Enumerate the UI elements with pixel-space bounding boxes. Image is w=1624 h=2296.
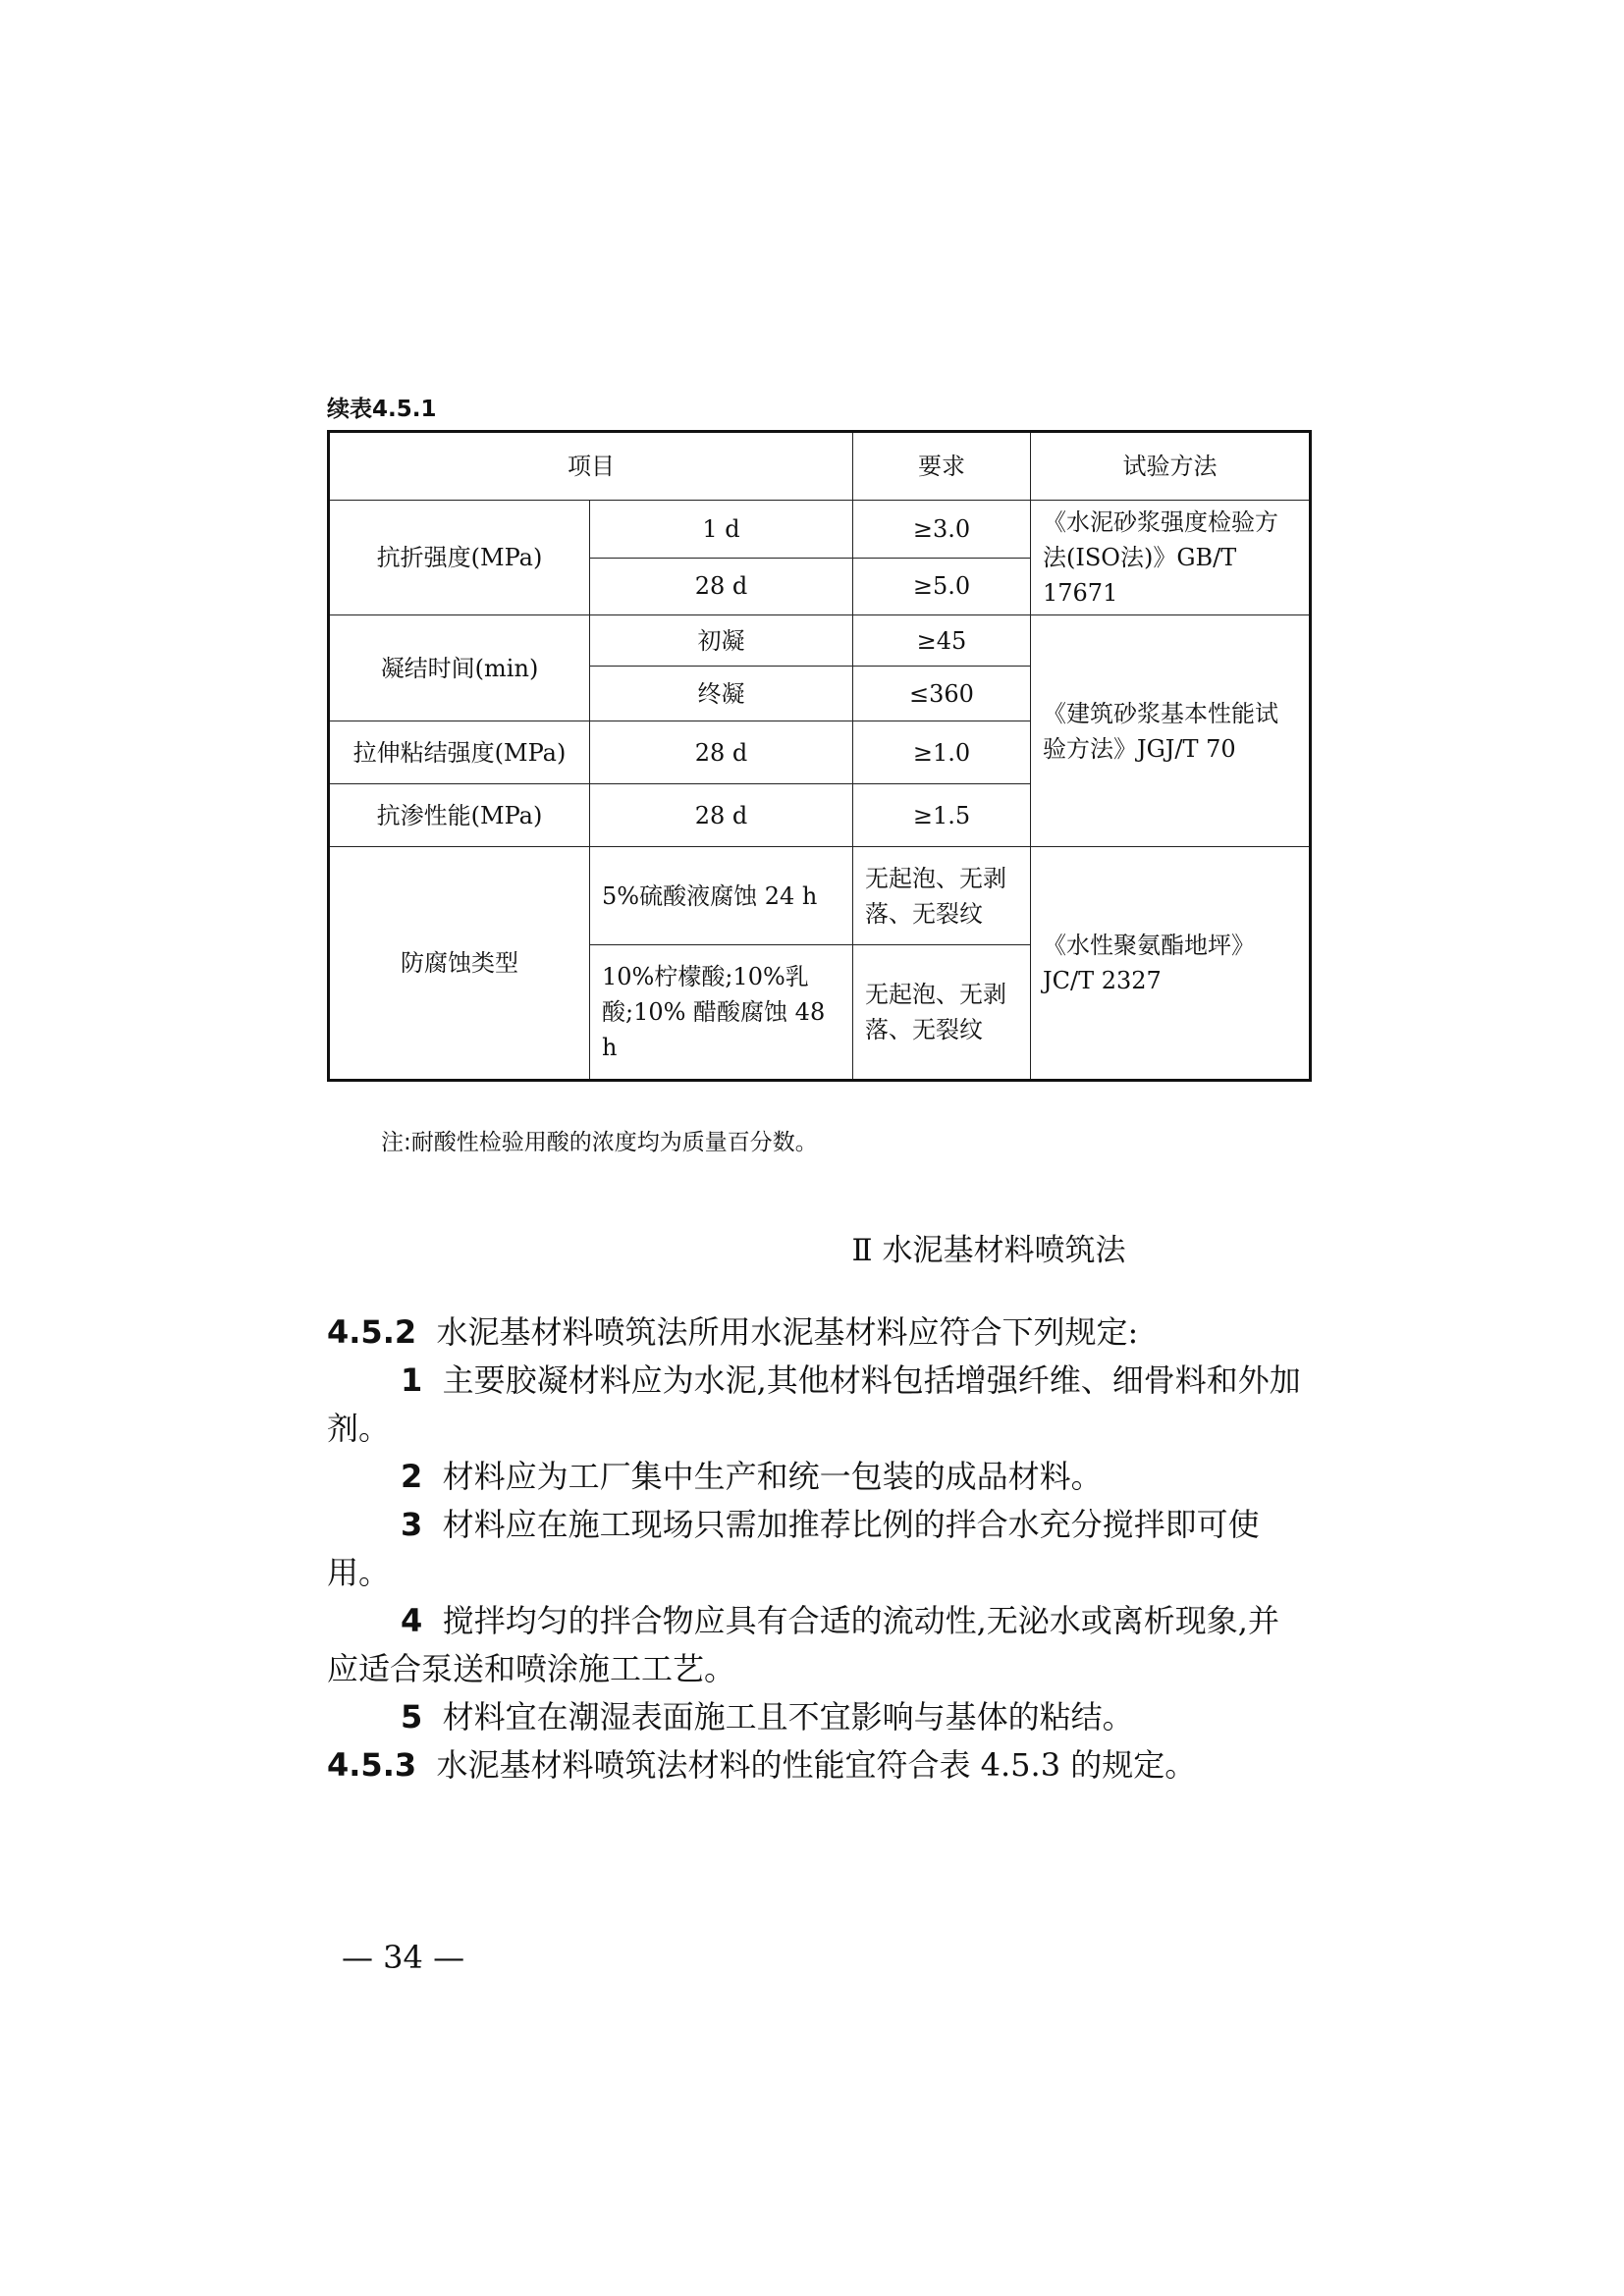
row-requirement: 无起泡、无剥落、无裂纹 <box>853 847 1031 945</box>
item-text: 材料应在施工现场只需加推荐比例的拌合水充分搅拌即可使用。 <box>327 1506 1260 1591</box>
row-requirement: ≤360 <box>853 667 1031 721</box>
row-requirement: ≥45 <box>853 615 1031 667</box>
page-number: — 34 — <box>342 1939 465 1976</box>
list-item <box>327 1597 1309 1693</box>
row-sub: 28 d <box>590 784 853 847</box>
item-text: 搅拌均匀的拌合物应具有合适的流动性,无泌水或离析现象,并应适合泵送和喷涂施工工艺。 <box>327 1602 1279 1687</box>
row-sub: 28 d <box>590 721 853 784</box>
row-method: 《建筑砂浆基本性能试验方法》JGJ/T 70 <box>1031 615 1311 847</box>
row-requirement: ≥5.0 <box>853 558 1031 615</box>
header-item: 项目 <box>329 432 853 501</box>
clause-text: 水泥基材料喷筑法所用水泥基材料应符合下列规定: <box>436 1313 1139 1351</box>
spec-table <box>327 430 1312 1082</box>
list-item <box>327 1357 1309 1453</box>
table-row <box>329 501 1311 559</box>
clause-number: 4.5.3 <box>327 1746 417 1784</box>
row-label: 凝结时间(min) <box>329 615 590 721</box>
list-item <box>327 1693 1309 1741</box>
row-sub: 5%硫酸液腐蚀 24 h <box>590 847 853 945</box>
row-sub: 终凝 <box>590 667 853 721</box>
clause-text: 水泥基材料喷筑法材料的性能宜符合表 4.5.3 的规定。 <box>436 1746 1197 1784</box>
item-number: 4 <box>401 1602 423 1639</box>
table-row <box>329 615 1311 667</box>
row-label: 防腐蚀类型 <box>329 847 590 1081</box>
clause-4-5-2 <box>327 1308 1309 1357</box>
item-number: 2 <box>401 1458 423 1495</box>
row-method: 《水性聚氨酯地坪》JC/T 2327 <box>1031 847 1311 1081</box>
row-requirement: ≥3.0 <box>853 501 1031 559</box>
item-text: 主要胶凝材料应为水泥,其他材料包括增强纤维、细骨料和外加剂。 <box>327 1362 1301 1447</box>
table-note: 注:耐酸性检验用酸的浓度均为质量百分数。 <box>381 1130 818 1155</box>
section-title-wrap <box>0 1225 1624 1269</box>
list-item <box>327 1453 1309 1501</box>
row-label: 抗折强度(MPa) <box>329 501 590 615</box>
header-test-method: 试验方法 <box>1031 432 1311 501</box>
item-number: 1 <box>401 1362 423 1399</box>
header-requirement: 要求 <box>853 432 1031 501</box>
row-sub: 10%柠檬酸;10%乳酸;10% 醋酸腐蚀 48 h <box>590 945 853 1081</box>
table-row <box>329 847 1311 945</box>
item-text: 材料宜在潮湿表面施工且不宜影响与基体的粘结。 <box>442 1698 1134 1735</box>
row-requirement: 无起泡、无剥落、无裂纹 <box>853 945 1031 1081</box>
item-number: 5 <box>401 1698 423 1735</box>
item-text: 材料应为工厂集中生产和统一包装的成品材料。 <box>442 1458 1103 1495</box>
row-sub: 28 d <box>590 558 853 615</box>
table-caption: 续表4.5.1 <box>327 397 437 422</box>
row-sub: 1 d <box>590 501 853 559</box>
clause-number: 4.5.2 <box>327 1313 417 1351</box>
row-requirement: ≥1.5 <box>853 784 1031 847</box>
table-header-row <box>329 432 1311 501</box>
row-label: 拉伸粘结强度(MPa) <box>329 721 590 784</box>
section-title: Ⅱ 水泥基材料喷筑法 <box>851 1233 1126 1268</box>
clause-4-5-3 <box>327 1741 1309 1789</box>
row-requirement: ≥1.0 <box>853 721 1031 784</box>
list-item <box>327 1501 1309 1597</box>
row-method: 《水泥砂浆强度检验方法(ISO法)》GB/T 17671 <box>1031 501 1311 615</box>
row-sub: 初凝 <box>590 615 853 667</box>
item-number: 3 <box>401 1506 423 1543</box>
row-label: 抗渗性能(MPa) <box>329 784 590 847</box>
